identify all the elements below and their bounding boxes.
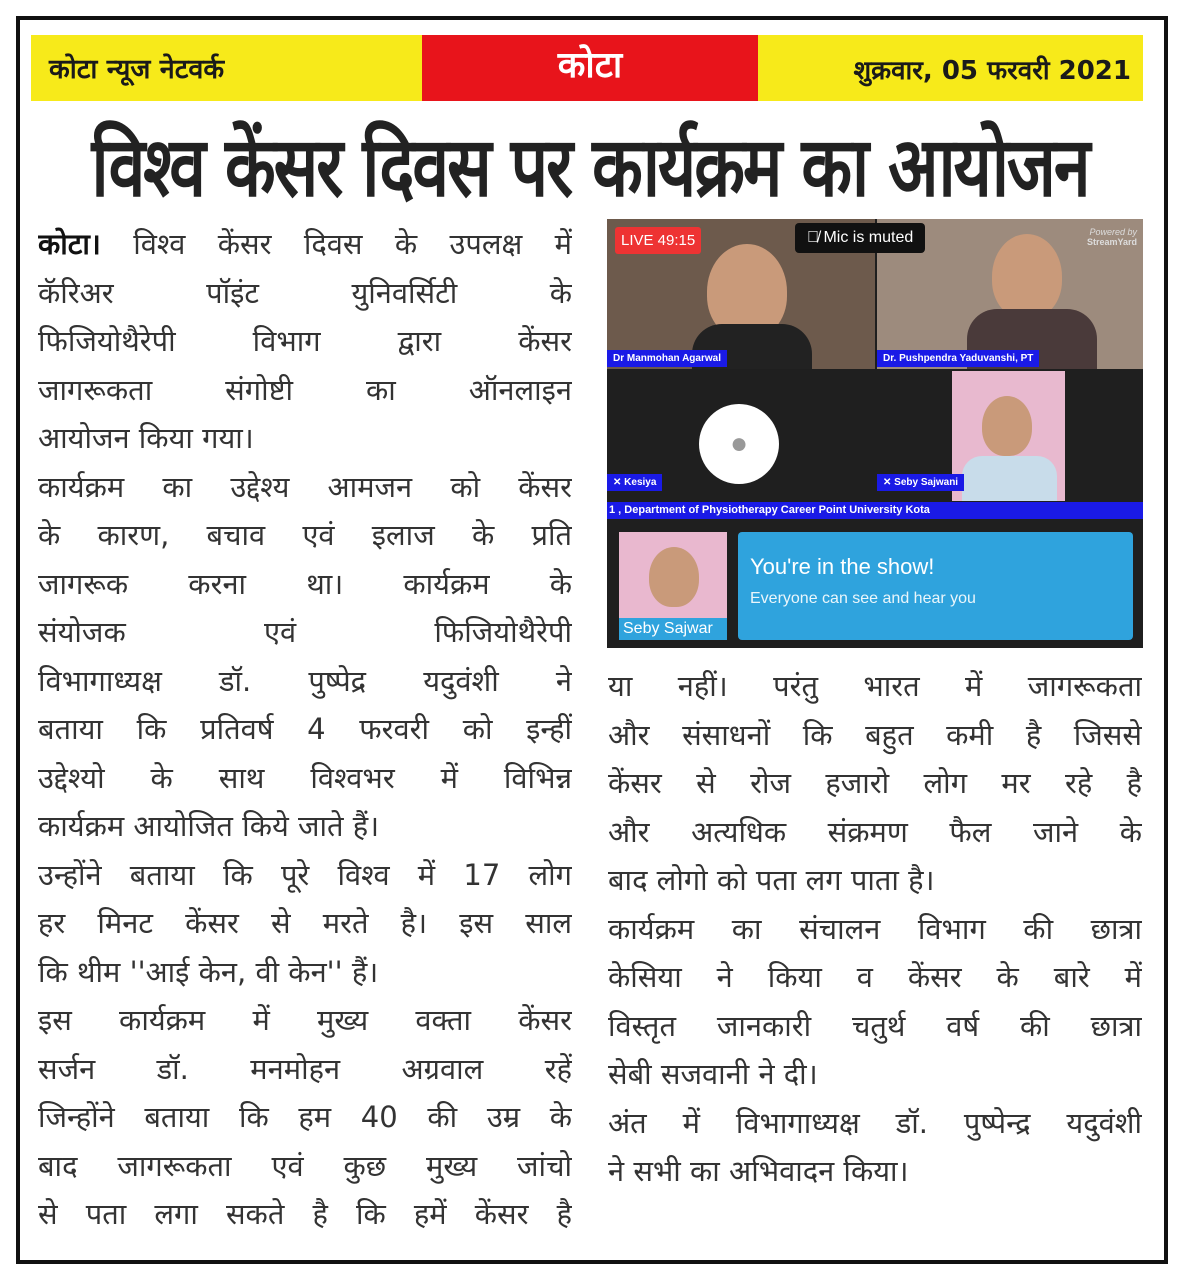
line-text: उद्देश्यो के साथ विश्वभर में विभिन्न <box>38 760 572 795</box>
line-text: विश्व केंसर दिवस के उपलक्ष में <box>133 227 572 261</box>
self-preview <box>619 532 727 640</box>
text-line <box>608 1002 1142 1051</box>
line-text: जागरूकता संगोष्टी का ऑनलाइन <box>38 372 572 407</box>
line-text: उन्होंने बताया कि पूरे विश्व में 17 लोग <box>38 857 572 892</box>
text-line <box>38 463 572 512</box>
line-text: कॅरिअर पॉइंट युनिवर्सिटी के <box>38 275 572 310</box>
text-line <box>38 366 572 415</box>
text-line <box>38 220 572 269</box>
line-text: बाद लोगो को पता लग पाता है। <box>608 863 935 897</box>
line-text: इस कार्यक्रम में मुख्य वक्ता केंसर <box>38 1003 572 1037</box>
line-text: सर्जन डॉ. मनमोहन अग्रवाल रहें <box>38 1051 572 1086</box>
line-text: बाद जागरूकता एवं कुछ मुख्य जांचो <box>38 1148 572 1183</box>
masthead-band <box>31 35 1143 101</box>
line-text: विस्तृत जानकारी चतुर्थ वर्ष की छात्रा <box>608 1008 1142 1043</box>
line-text: आयोजन किया गया। <box>38 421 254 455</box>
headline: विश्व केंसर दिवस पर कार्यक्रम का आयोजन <box>91 119 1089 216</box>
line-text: केसिया ने किया व केंसर के बारे में <box>608 960 1142 994</box>
text-line <box>608 1050 1142 1099</box>
mute-text: Mic is muted <box>823 229 914 246</box>
left-column <box>38 220 572 1239</box>
text-line <box>38 705 572 754</box>
text-line <box>608 1147 1142 1196</box>
line-text: और संसाधनों कि बहुत कमी है जिससे <box>608 717 1142 752</box>
line-text: से पता लगा सकते है कि हमें केंसर है <box>38 1197 572 1231</box>
tile-seby <box>952 371 1065 501</box>
text-line <box>38 414 572 463</box>
line-text: सेबी सजवानी ने दी। <box>608 1057 818 1091</box>
streamyard-logo: Powered by StreamYard <box>1086 227 1137 247</box>
mic-muted-toast: 🎙̸ Mic is muted <box>795 223 925 253</box>
text-line <box>38 851 572 900</box>
text-line <box>38 754 572 803</box>
text-line <box>608 662 1142 711</box>
line-text: फिजियोथैरेपी विभाग द्वारा केंसर <box>38 324 572 358</box>
line-text: जिन्होंने बताया कि हम 40 की उम्र के <box>38 1100 572 1134</box>
text-line <box>38 608 572 657</box>
self-name: Seby Sajwar <box>619 618 727 640</box>
text-line <box>38 899 572 948</box>
text-line <box>608 953 1142 1002</box>
text-line <box>608 856 1142 905</box>
lower-third-banner: 1 , Department of Physiotherapy Career Point University Kota <box>607 502 1143 519</box>
line-text: कार्यक्रम आयोजित किये जाते हैं। <box>38 809 380 843</box>
line-text: जागरूक करना था। कार्यक्रम के <box>38 566 572 601</box>
date: शुक्रवार, 05 फरवरी 2021 <box>853 56 1131 86</box>
city-label: कोटा <box>422 35 758 101</box>
line-text: के कारण, बचाव एवं इलाज के प्रति <box>38 518 572 552</box>
text-line <box>38 269 572 318</box>
text-line <box>38 948 572 997</box>
text-line <box>38 802 572 851</box>
line-text: बताया कि प्रतिवर्ष 4 फरवरी को इन्हीं <box>38 712 572 746</box>
text-line <box>38 1045 572 1094</box>
in-show-notice <box>738 532 1133 640</box>
line-text: हर मिनट केंसर से मरते है। इस साल <box>38 906 572 940</box>
name-tag: Dr Manmohan Agarwal <box>607 350 727 367</box>
line-text: विभागाध्यक्ष डॉ. पुष्पेद्र यदुवंशी ने <box>38 663 572 698</box>
text-line <box>38 560 572 609</box>
text-line <box>608 905 1142 954</box>
line-text: संयोजक एवं फिजियोथैरेपी <box>38 615 572 649</box>
user-avatar-icon: ● <box>699 404 779 484</box>
line-text: अंत में विभागाध्यक्ष डॉ. पुष्पेन्द्र यदुवंशी <box>608 1105 1142 1140</box>
line-text: कार्यक्रम का संचालन विभाग की छात्रा <box>608 911 1142 946</box>
text-line <box>38 1093 572 1142</box>
text-line <box>608 1099 1142 1148</box>
dateline: कोटा। <box>38 227 101 261</box>
text-line <box>38 1190 572 1239</box>
line-text: कार्यक्रम का उद्देश्य आमजन को केंसर <box>38 469 572 504</box>
network-name: कोटा न्यूज नेटवर्क <box>49 54 225 85</box>
name-tag: ✕ Seby Sajwani <box>877 474 964 491</box>
live-timer: LIVE 49:15 <box>615 227 701 254</box>
notice-subtitle: Everyone can see and hear you <box>750 590 976 607</box>
text-line <box>38 511 572 560</box>
right-column <box>608 662 1142 1196</box>
line-text: और अत्यधिक संक्रमण फैल जाने के <box>608 814 1142 849</box>
line-text: ने सभी का अभिवादन किया। <box>608 1154 909 1188</box>
line-text: केंसर से रोज हजारो लोग मर रहे है <box>608 766 1142 800</box>
text-line <box>38 996 572 1045</box>
name-tag: Dr. Pushpendra Yaduvanshi, PT <box>877 350 1039 367</box>
text-line <box>38 1142 572 1191</box>
video-call-screenshot <box>607 219 1143 648</box>
line-text: या नहीं। परंतु भारत में जागरूकता <box>608 669 1142 703</box>
text-line <box>608 759 1142 808</box>
name-tag: ✕ Kesiya <box>607 474 662 491</box>
text-line <box>38 317 572 366</box>
text-line <box>608 808 1142 857</box>
text-line <box>608 711 1142 760</box>
line-text: कि थीम ''आई केन, वी केन'' हैं। <box>38 954 379 989</box>
text-line <box>38 657 572 706</box>
notice-title: You're in the show! <box>750 554 935 579</box>
